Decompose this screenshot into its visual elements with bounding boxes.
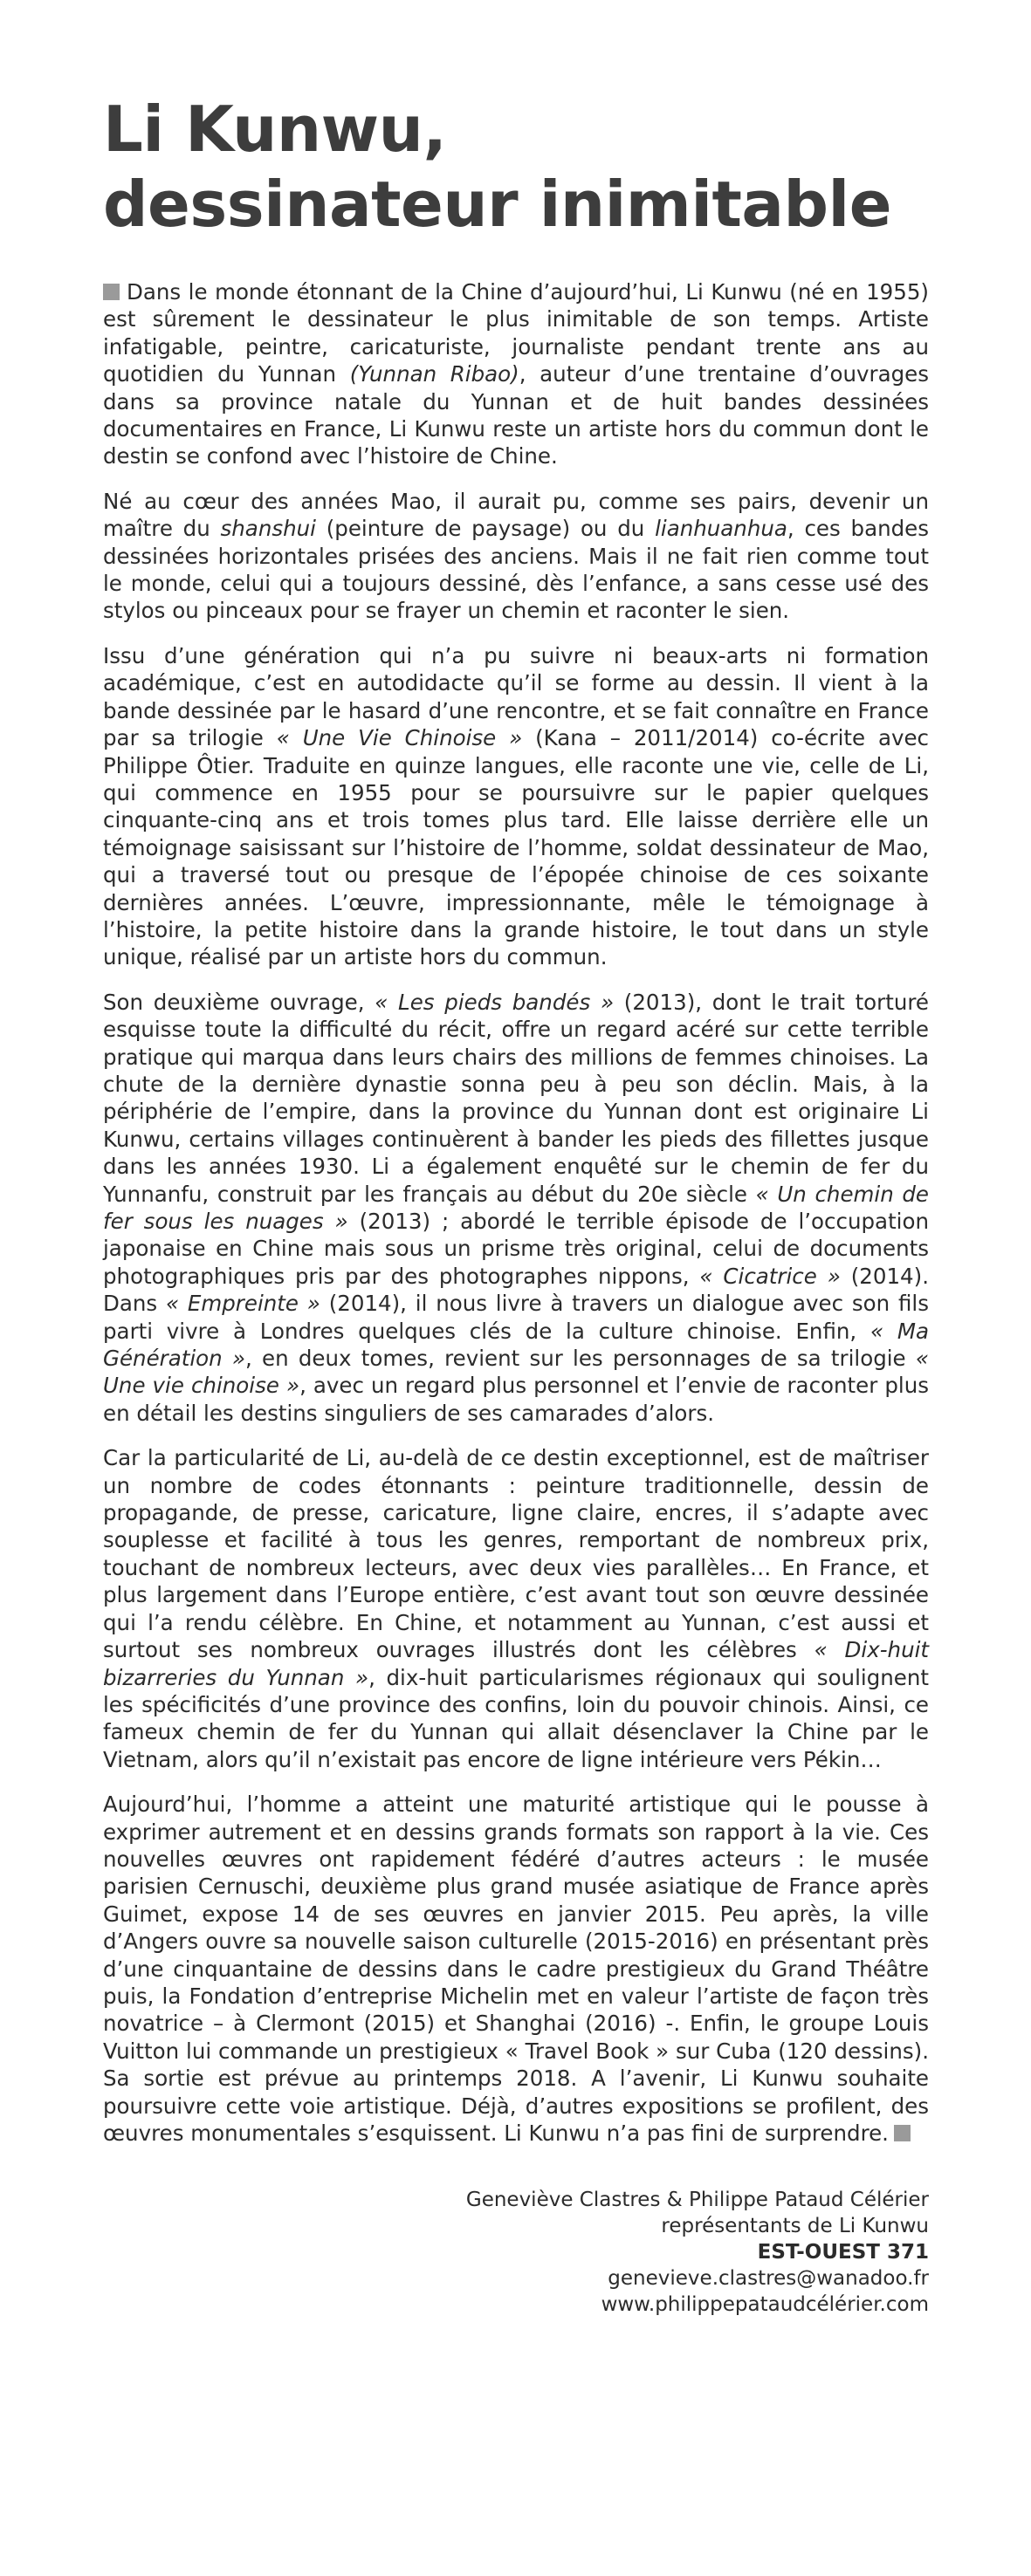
text-run: , en deux tomes, revient sur les personnages de sa trilogie — [245, 1346, 916, 1372]
text-run: Dans le monde étonnant de la Chine d’aujourd’hui, Li Kunwu (né en 1955) est sûrement le dessinateur le plus inimitable de son temps. Artiste infatigable, peintre, caricaturiste, journaliste pendant trente ans au quotidien du Yunnan — [103, 279, 929, 387]
paragraph — [103, 642, 929, 971]
italic-run: « Ma Génération » — [103, 1318, 929, 1372]
paragraph — [103, 1444, 929, 1773]
text-run: , ces bandes dessinées horizontales prisées des anciens. Mais il ne fait rien comme tout le monde, celui qui a toujours dessiné, dès l’enfance, a sans cesse usé des stylos ou pinceaux pour se frayer un chemin et raconter le sien. — [103, 516, 930, 624]
article-body — [103, 278, 929, 2147]
title-line-1: Li Kunwu, — [103, 92, 447, 166]
start-square-icon — [103, 284, 120, 300]
italic-run: « Une Vie Chinoise » — [276, 725, 523, 751]
paragraph — [103, 989, 929, 1428]
text-run: (Kana – 2011/2014) co-écrite avec Philippe Ôtier. Traduite en quinze langues, elle raconte une vie, celle de Li, qui commence en 1955 pour se poursuivre sur le papier quelques cinquante-cinq ans et trois tomes plus tard. Elle laisse derrière elle un témoignage saisissant sur l’histoire de l’homme, soldat dessinateur de Mao, qui a traversé tout ou presque de l’épopée chinoise de ces soixante dernières années. L’œuvre, impressionnante, mêle le témoignage à l’histoire, la petite histoire dans la grande histoire, le tout dans un style unique, réalisé par un artiste hors du commun. — [103, 725, 929, 970]
signature-website[interactable]: www.philippepataudcélérier.com — [601, 2293, 929, 2317]
paragraph — [103, 488, 929, 625]
italic-run: shanshui — [220, 516, 316, 542]
signature-authors: Geneviève Clastres & Philippe Pataud Célérier — [465, 2189, 929, 2212]
signature-role: représentants de Li Kunwu — [661, 2215, 929, 2238]
text-run: (2013) ; abordé le terrible épisode de l’occupation japonaise en Chine mais sous un prisme très original, celui de documents photographiques pris par des photographes nippons, — [103, 1209, 929, 1289]
italic-run: « Dix-huit bizarreries du Yunnan » — [103, 1637, 930, 1690]
article-title — [103, 92, 929, 242]
paragraph — [103, 1791, 929, 2147]
italic-run: (Yunnan Ribao) — [349, 361, 519, 387]
article — [103, 92, 929, 2318]
text-run: (2013), dont le trait torturé esquisse toute la difficulté du récit, offre un regard acéré sur cette terrible pratique qui marqua dans leurs chairs des millions de femmes chinoises. La chute de la dernière dynastie sonna peu à peu son déclin. Mais, à la périphérie de l’empire, dans la province du Yunnan dont est originaire Li Kunwu, certains villages continuèrent à bander les pieds des fillettes jusque dans les années 1930. Li a également enquêté sur le chemin de fer du Yunnanfu, construit par les français au début du 20e siècle — [103, 989, 929, 1207]
signature-block — [103, 2187, 929, 2318]
paragraph — [103, 278, 929, 470]
text-run: (2014), il nous livre à travers un dialogue avec son fils parti vivre à Londres quelques clés de la culture chinoise. Enfin, — [103, 1291, 929, 1344]
italic-run: « Cicatrice » — [699, 1263, 841, 1289]
text-run: (peinture de paysage) ou du — [315, 516, 656, 542]
title-line-2: dessinateur inimitable — [103, 168, 892, 241]
text-run: Son deuxième ouvrage, — [103, 989, 375, 1015]
italic-run: « Les pieds bandés » — [375, 989, 615, 1015]
text-run: (2014). Dans — [103, 1263, 929, 1317]
signature-org: EST-OUEST 371 — [757, 2241, 929, 2264]
text-run: Issu d’une génération qui n’a pu suivre ni beaux-arts ni formation académique, c’est en autodidacte qu’il se forme au dessin. Il vient à la bande dessinée par le hasard d’une rencontre, et se fait connaître en France par sa trilogie — [103, 642, 929, 751]
italic-run: « Une vie chinoise » — [103, 1346, 929, 1399]
text-run: Car la particularité de Li, au-delà de ce destin exceptionnel, est de maîtriser un nombre de codes étonnants : peinture traditionnelle, dessin de propagande, de presse, caricature, ligne claire, encres, il s’adapte avec souplesse et facilité à tous les genres, remportant de nombreux prix, touchant de nombreux lecteurs, avec deux vies parallèles… En France, et plus largement dans l’Europe entière, c’est avant tout son œuvre dessinée qui l’a rendu célèbre. En Chine, et notamment au Yunnan, c’est aussi et surtout ses nombreux ouvrages illustrés dont les célèbres — [103, 1445, 929, 1663]
signature-email[interactable]: genevieve.clastres@wanadoo.fr — [608, 2267, 929, 2291]
text-run: , dix-huit particularismes régionaux qui soulignent les spécificités d’une province des confins, loin du pouvoir chinois. Ainsi, ce fameux chemin de fer du Yunnan qui allait désenclaver la Chine par le Vietnam, alors qu’il n’existait pas encore de ligne intérieure vers Pékin… — [103, 1664, 929, 1772]
text-run: , avec un regard plus personnel et l’envie de raconter plus en détail les destins singuliers de ses camarades d’alors. — [103, 1373, 929, 1426]
italic-run: « Un chemin de fer sous les nuages » — [103, 1181, 929, 1234]
text-run: Aujourd’hui, l’homme a atteint une maturité artistique qui le pousse à exprimer autrement et en dessins grands formats son rapport à la vie. Ces nouvelles œuvres ont rapidement fédéré d’autres acteurs : le musée parisien Cernuschi, deuxième plus grand musée asiatique de France après Guimet, expose 14 de ses œuvres en janvier 2015. Peu après, la ville d’Angers ouvre sa nouvelle saison culturelle (2015-2016) en présentant près d’une cinquantaine de dessins dans le cadre prestigieux du Grand Théâtre puis, la Fondation d’entreprise Michelin met en valeur l’artiste de façon très novatrice – à Clermont (2015) et Shanghai (2016) -. Enfin, le groupe Louis Vuitton lui commande un prestigieux « Travel Book » sur Cuba (120 dessins). Sa sortie est prévue au printemps 2018. A l’avenir, Li Kunwu souhaite poursuivre cette voie artistique. Déjà, d’autres expositions se profilent, des œuvres monumentales s’esquissent. Li Kunwu n’a pas fini de surprendre. — [103, 1792, 929, 2146]
end-square-icon — [894, 2125, 911, 2141]
text-run: Né au cœur des années Mao, il aurait pu, comme ses pairs, devenir un maître du — [103, 488, 929, 542]
italic-run: « Empreinte » — [165, 1291, 320, 1317]
italic-run: lianhuanhua — [655, 516, 787, 542]
text-run: , auteur d’une trentaine d’ouvrages dans sa province natale du Yunnan et de huit bandes dessinées documentaires en France, Li Kunwu reste un artiste hors du commun dont le destin se confond avec l’histoire de Chine. — [103, 361, 929, 469]
